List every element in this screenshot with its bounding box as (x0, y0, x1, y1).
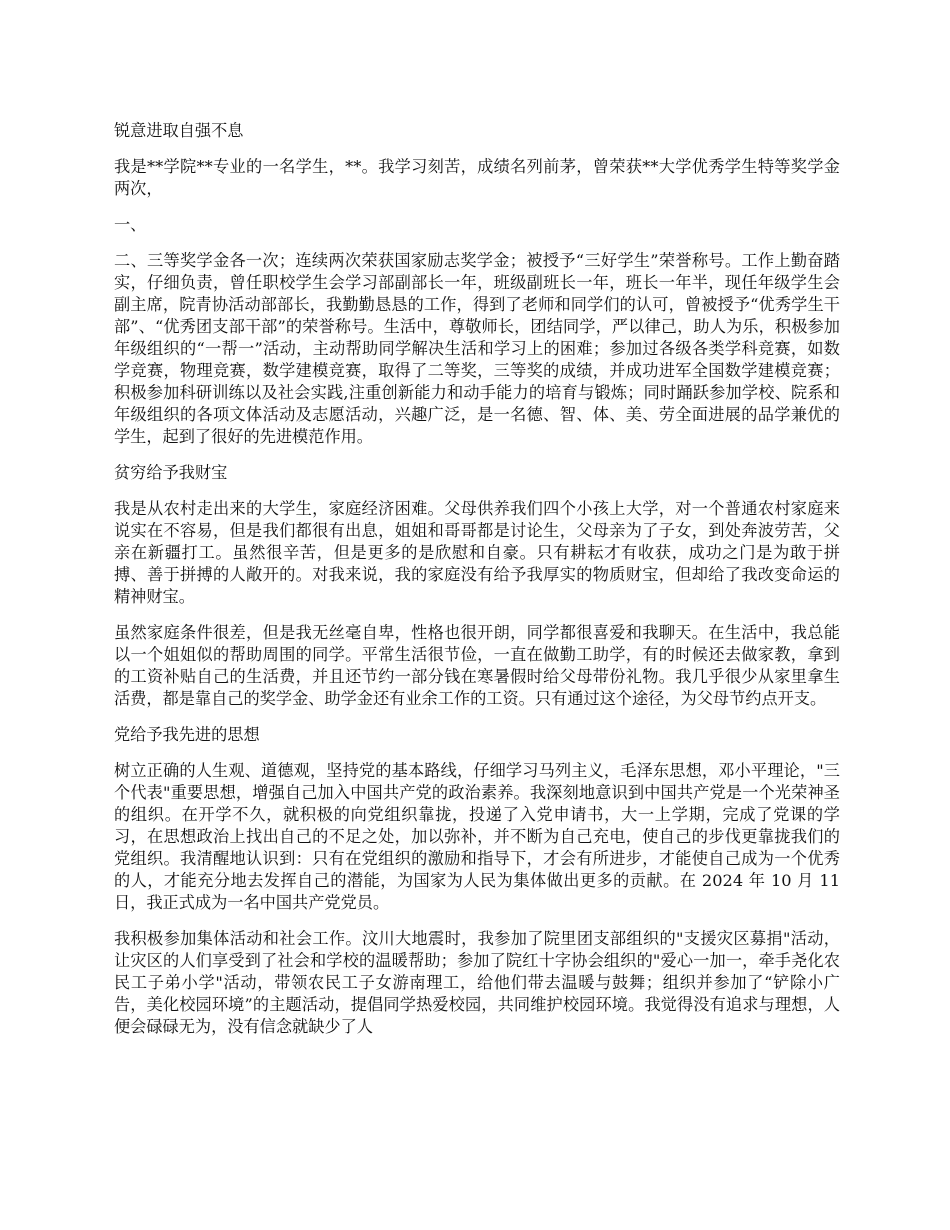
party-paragraph: 树立正确的人生观、道德观，坚持党的基本路线，仔细学习马列主义，毛泽东思想，邓小平理论，"三个代表"重要思想，增强自己加入中国共产党的政治素养。我深刻地意识到中国共产党是一个光荣神圣的组织。在开学不久，就积极的向党组织靠拢，投递了入党申请书，大一上学期，完成了党课的学习，在思想政治上找出自己的不足之处，加以弥补，并不断为自己充电，使自己的步伐更靠拢我们的党组织。我清醒地认识到：只有在党组织的激励和指导下，才会有所进步，才能使自己成为一个优秀的人，才能充分地去发挥自己的潜能，为国家为人民为集体做出更多的贡献。在 2024 年 10 月 11 日，我正式成为一名中国共产党党员。 (114, 761, 840, 912)
title-heading: 锐意进取自强不息 (114, 121, 244, 140)
intro-paragraph: 我是**学院**专业的一名学生，**。我学习刻苦，成绩名列前茅，曾荣获**大学优秀学生特等奖学金两次， (114, 157, 840, 198)
achievements-paragraph: 二、三等奖学金各一次；连续两次荣获国家励志奖学金；被授予“三好学生”荣誉称号。工作上勤奋踏实，仔细负责，曾任职校学生会学习部副部长一年，班级副班长一年，班长一年半，现任年级学生会副主席，院青协活动部部长，我勤勤恳恳的工作，得到了老师和同学们的认可，曾被授予“优秀学生干部”、“优秀团支部干部”的荣誉称号。生活中，尊敬师长，团结同学，严以律己，助人为乐，积极参加年级组织的“一帮一”活动，主动帮助同学解决生活和学习上的困难；参加过各级各类学科竞赛，如数学竞赛，物理竞赛，数学建模竞赛，取得了二等奖，三等奖的成绩，并成功进军全国数学建模竞赛；积极参加科研训练以及社会实践,注重创新能力和动手能力的培育与锻炼；同时踊跃参加学校、院系和年级组织的各项文体活动及志愿活动，兴趣广泛，是一名德、智、体、美、劳全面进展的品学兼优的学生，起到了很好的先进模范作用。 (114, 251, 840, 446)
personality-paragraph: 虽然家庭条件很差，但是我无丝毫自卑，性格也很开朗，同学都很喜爱和我聊天。在生活中，我总能以一个姐姐似的帮助周围的同学。平常生活很节俭，一直在做勤工助学，有的时候还去做家教，拿到的工资补贴自己的生活费，并且还节约一部分钱在寒暑假时给父母带份礼物。我几乎很少从家里拿生活费，都是靠自己的奖学金、助学金还有业余工作的工资。只有通过这个途径，为父母节约点开支。 (114, 623, 840, 708)
list-marker-one: 一、 (114, 215, 147, 234)
section-heading-party: 党给予我先进的思想 (114, 725, 260, 744)
activities-paragraph: 我积极参加集体活动和社会工作。汶川大地震时，我参加了院里团支部组织的"支援灾区募捐"活动，让灾区的人们享受到了社会和学校的温暖帮助；参加了院红十字协会组织的"爱心一加一，牵手尧化农民工子弟小学"活动，带领农民工子女游南理工，给他们带去温暖与鼓舞；组织并参加了“铲除小广告，美化校园环境”的主题活动，提倡同学热爱校园，共同维护校园环境。我觉得没有追求与理想，人便会碌碌无为，没有信念就缺少了人 (114, 929, 840, 1036)
family-paragraph: 我是从农村走出来的大学生，家庭经济困难。父母供养我们四个小孩上大学，对一个普通农村家庭来说实在不容易，但是我们都很有出息，姐姐和哥哥都是讨论生，父母亲为了子女，到处奔波劳苦，父亲在新疆打工。虽然很辛苦，但是更多的是欣慰和自豪。只有耕耘才有收获，成功之门是为敢于拼搏、善于拼搏的人敞开的。对我来说，我的家庭没有给予我厚实的物质财宝，但却给了我改变命运的精神财宝。 (114, 499, 840, 606)
section-heading-poverty: 贫穷给予我财宝 (114, 463, 228, 482)
document-body (114, 120, 840, 1052)
